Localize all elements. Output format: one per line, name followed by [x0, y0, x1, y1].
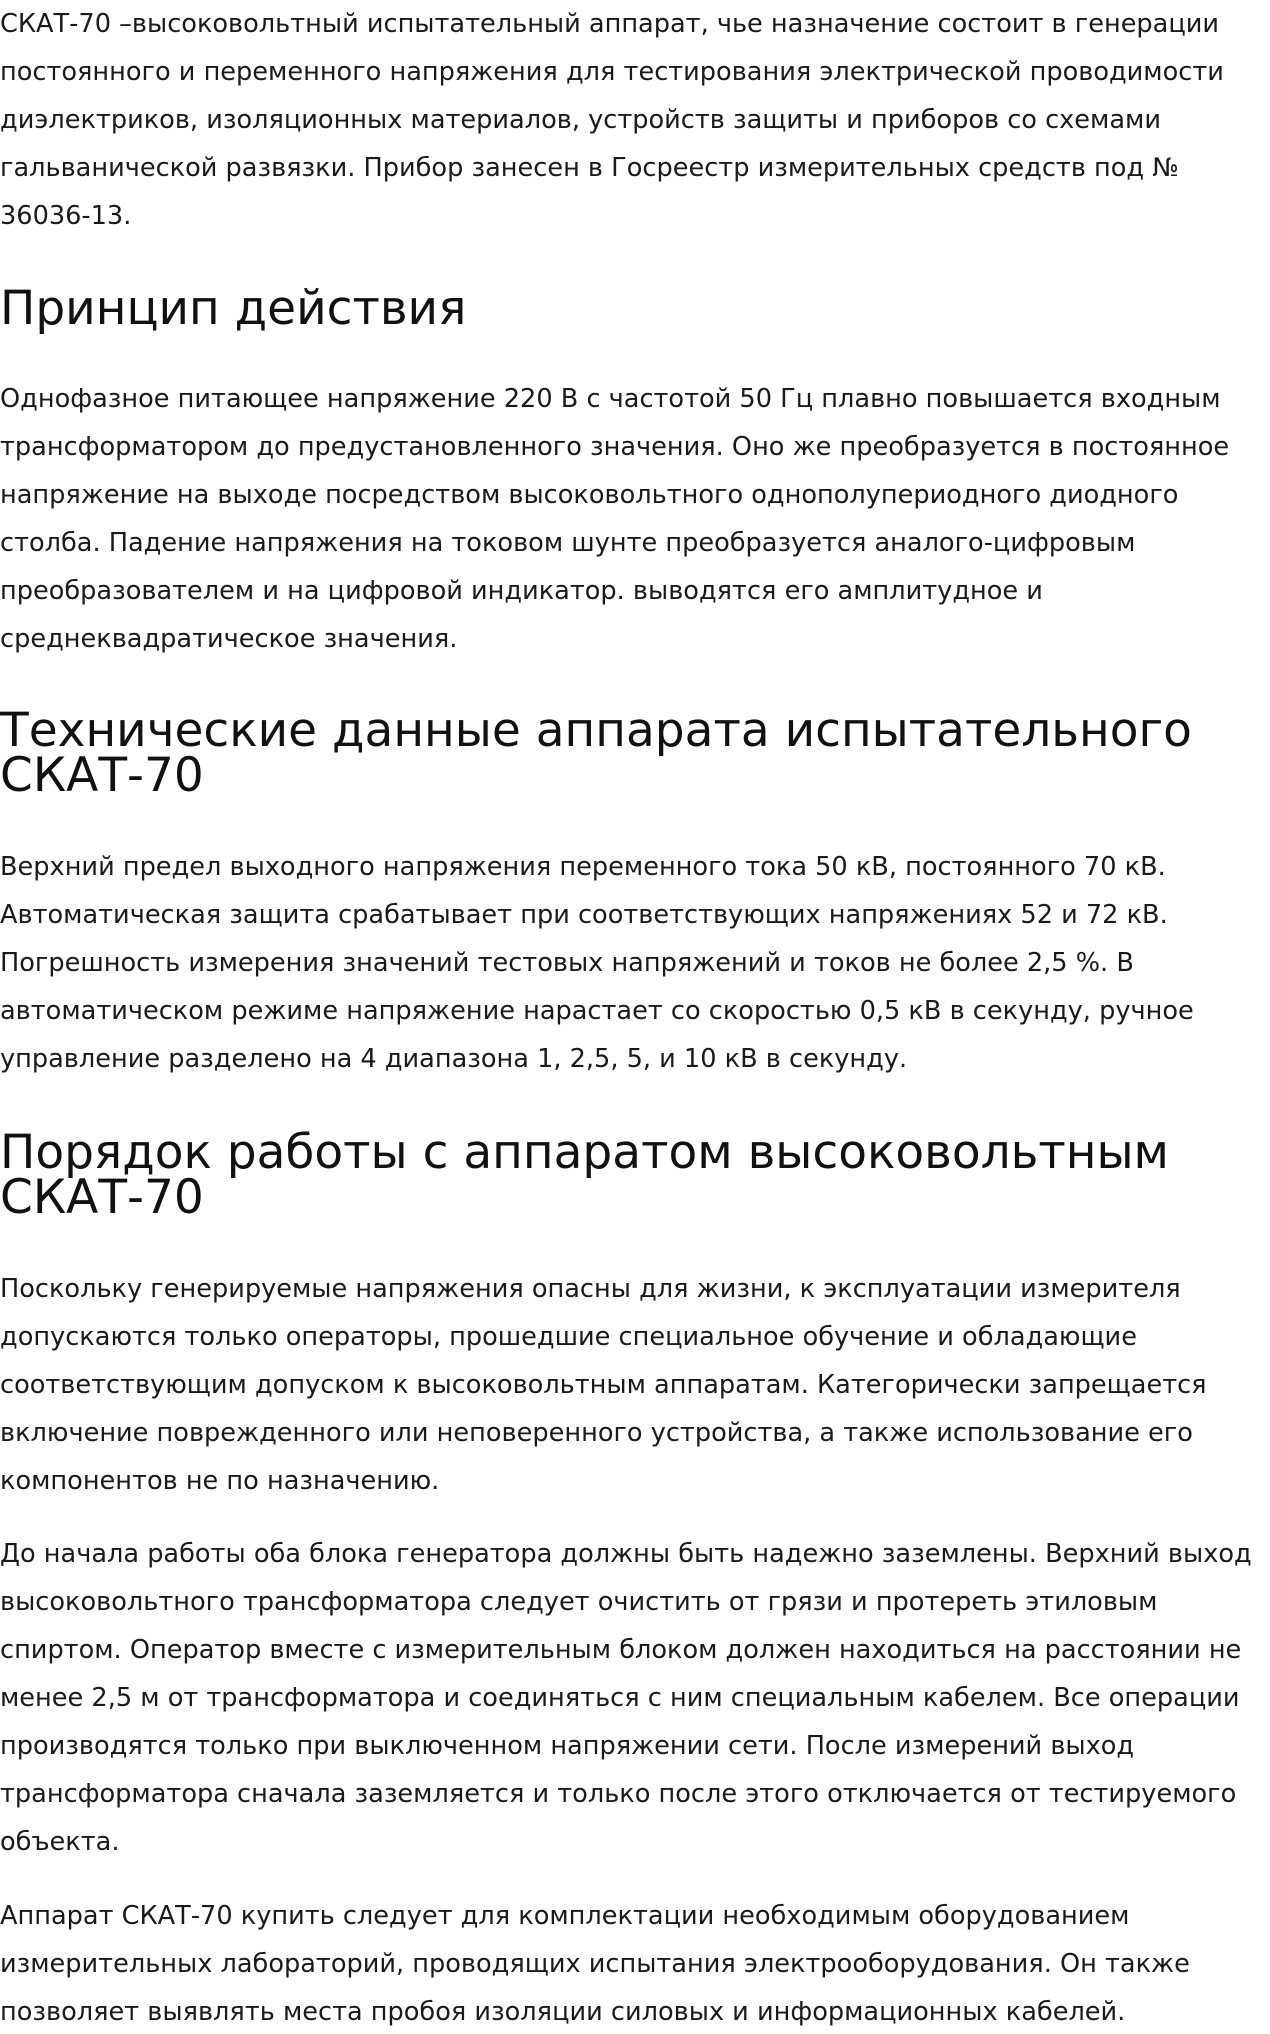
operation-paragraph-2: До начала работы оба блока генератора должны быть надежно заземлены. Верхний выход высоковольтного трансформатора следует очистить от грязи и протереть этиловым спиртом. Оператор вместе с измерительным блоком должен находиться на расстоянии не менее 2,5 м от трансформатора и соединяться с ним специальным кабелем. Все операции производятся только при выключенном напряжении сети. После измерений выход трансформатора сначала заземляется и только после этого отключается от тестируемого объекта.: [0, 1539, 1252, 1857]
intro-paragraph: СКАТ-70 –высоковольтный испытательный аппарат, чье назначение состоит в генерации постоянного и переменного напряжения для тестирования электрической проводимости диэлектриков, изоляционных материалов, устройств защиты и приборов со схемами гальванической развязки. Прибор занесен в Госреестр измерительных средств под № 36036-13.: [0, 9, 1224, 231]
section-heading-operation: Порядок работы с аппаратом высоковольтным СКАТ-70: [0, 1125, 1170, 1225]
principle-paragraph: Однофазное питающее напряжение 220 В с частотой 50 Гц плавно повышается входным трансформатором до предустановленного значения. Оно же преобразуется в постоянное напряжение на выходе посредством высоковольтного однополупериодного диодного столба. Падение напряжения на токовом шунте преобразуется аналого-цифровым преобразователем и на цифровой индикатор. выводятся его амплитудное и среднеквадратическое значения.: [0, 384, 1230, 654]
section-heading-principle: Принцип действия: [0, 281, 467, 336]
operation-paragraph-3: Аппарат СКАТ-70 купить следует для комплектации необходимым оборудованием измерительных лабораторий, проводящих испытания электрооборудования. Он также позволяет выявлять места пробоя изоляции силовых и информационных кабелей.: [0, 1901, 1190, 2027]
section-heading-specs: Технические данные аппарата испытательного СКАТ-70: [0, 703, 1192, 803]
specs-paragraph: Верхний предел выходного напряжения переменного тока 50 кВ, постоянного 70 кВ. Автоматическая защита срабатывает при соответствующих напряжениях 52 и 72 кВ. Погрешность измерения значений тестовых напряжений и токов не более 2,5 %. В автоматическом режиме напряжение нарастает со скоростью 0,5 кВ в секунду, ручное управление разделено на 4 диапазона 1, 2,5, 5, и 10 кВ в секунду.: [0, 852, 1194, 1074]
operation-paragraph-1: Поскольку генерируемые напряжения опасны для жизни, к эксплуатации измерителя допускаются только операторы, прошедшие специальное обучение и обладающие соответствующим допуском к высоковольтным аппаратам. Категорически запрещается включение поврежденного или неповеренного устройства, а также использование его компонентов не по назначению.: [0, 1274, 1207, 1496]
